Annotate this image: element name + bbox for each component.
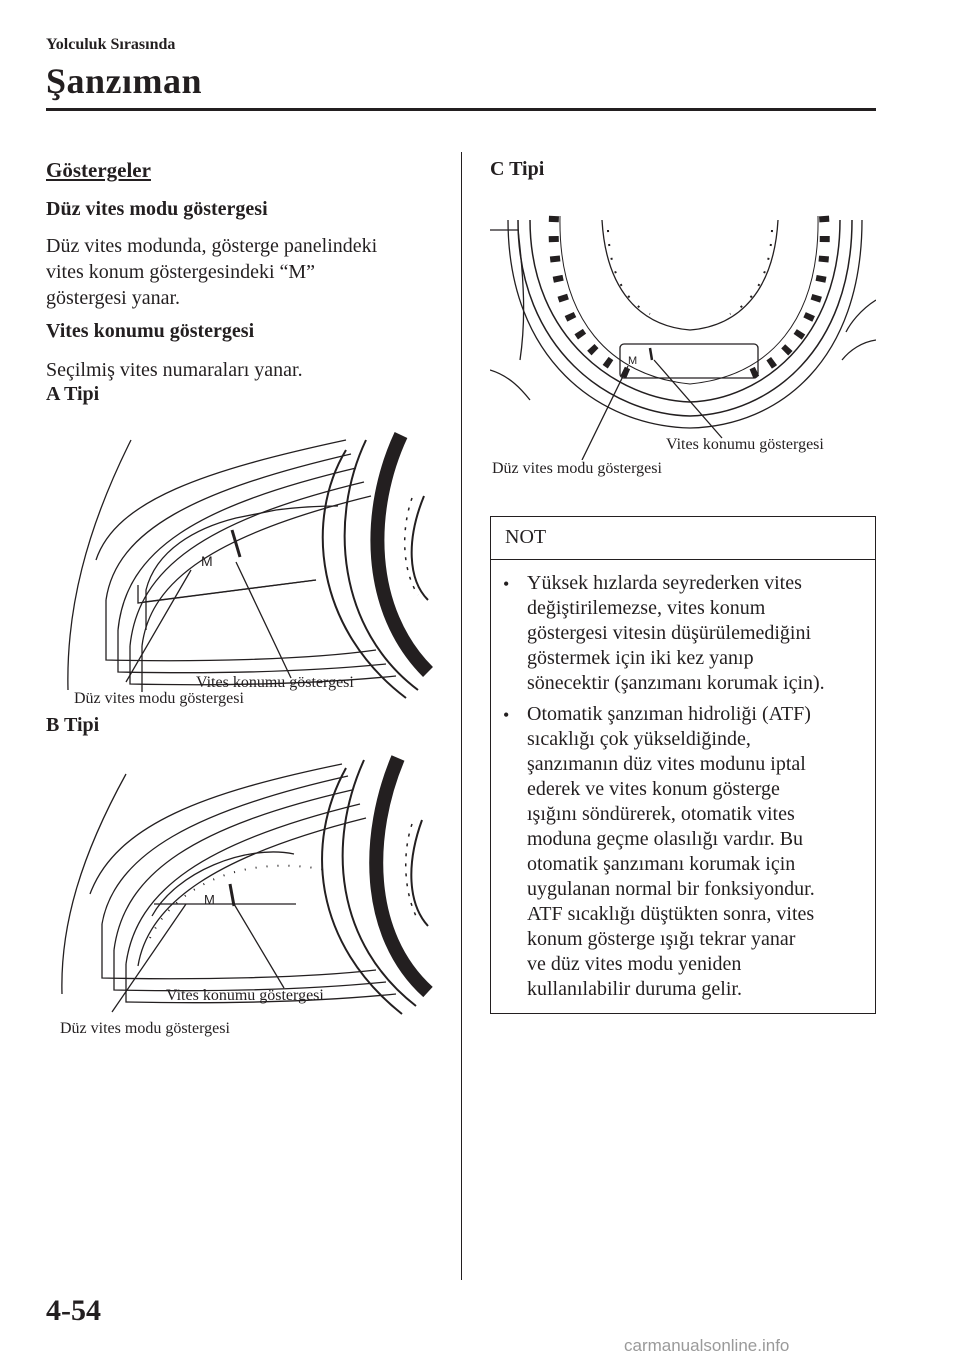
figure-b-m-indicator: M xyxy=(204,892,215,907)
watermark: carmanualsonline.info xyxy=(624,1336,790,1355)
figure-c-callout-gear: Vites konumu göstergesi xyxy=(666,436,824,453)
chapter-title: Şanzıman xyxy=(46,61,203,101)
note-header xyxy=(491,517,875,560)
note-bullet-1 xyxy=(527,571,825,696)
heading-indicators: Göstergeler xyxy=(46,158,151,182)
bullet-line: göstergesi vitesin düşürülemediğini xyxy=(527,622,812,644)
paragraph-line: göstergesi yanar. xyxy=(46,287,181,309)
paragraph-line: Düz vites modunda, gösterge panelindeki xyxy=(46,235,378,257)
paragraph-manual-mode xyxy=(46,233,377,311)
figure-a-label: A Tipi xyxy=(46,383,100,405)
figure-a-illustration xyxy=(46,410,446,710)
note-title: NOT xyxy=(505,526,547,548)
figure-b-callout-gear: Vites konumu göstergesi xyxy=(166,987,324,1004)
header-rule xyxy=(46,108,876,111)
note-bullet-2 xyxy=(527,702,815,1002)
figure-b-illustration xyxy=(46,744,446,1020)
bullet-line: ve düz vites modu yeniden xyxy=(527,953,742,975)
section-title: Yolculuk Sırasında xyxy=(46,36,176,53)
bullet-line: şanzımanın düz vites modunu iptal xyxy=(527,753,806,775)
bullet-line: kullanılabilir duruma gelir. xyxy=(527,978,742,1000)
bullet-line: Otomatik şanzıman hidroliği (ATF) xyxy=(527,703,811,725)
bullet-line: ATF sıcaklığı düştükten sonra, vites xyxy=(527,903,815,925)
bullet-line: değiştirilemezse, vites konum xyxy=(527,597,766,619)
figure-a-callout-manual: Düz vites modu göstergesi xyxy=(74,690,244,707)
figure-b-label: B Tipi xyxy=(46,714,100,736)
paragraph-gear-position: Seçilmiş vites numaraları yanar. xyxy=(46,359,303,381)
bullet-line: ederek ve vites konum gösterge xyxy=(527,778,780,800)
figure-a-callout-gear: Vites konumu göstergesi xyxy=(196,674,354,691)
figure-c-m-indicator: M xyxy=(628,355,638,367)
bullet-line: otomatik şanzımanı korumak için xyxy=(527,853,796,875)
subheading-manual-mode: Düz vites modu göstergesi xyxy=(46,198,268,220)
paragraph-line: vites konum göstergesindeki “M” xyxy=(46,261,316,283)
bullet-line: sönecektir (şanzımanı korumak için). xyxy=(527,672,825,694)
column-divider xyxy=(461,152,462,1280)
bullet-line: sıcaklığı çok yükseldiğinde, xyxy=(527,728,751,750)
note-box xyxy=(490,516,876,1014)
bullet-line: moduna geçme olasılığı vardır. Bu xyxy=(527,828,804,850)
figure-c-label: C Tipi xyxy=(490,158,545,180)
bullet-line: ışığını söndürerek, otomatik vites xyxy=(527,803,795,825)
figure-c-callout-manual: Düz vites modu göstergesi xyxy=(492,460,662,477)
figure-a-m-indicator: M xyxy=(201,553,213,569)
figure-b-callout-manual: Düz vites modu göstergesi xyxy=(60,1020,230,1037)
bullet-line: konum gösterge ışığı tekrar yanar xyxy=(527,928,796,950)
subheading-gear-position: Vites konumu göstergesi xyxy=(46,320,255,342)
bullet-line: uygulanan normal bir fonksiyondur. xyxy=(527,878,815,900)
bullet-icon: • xyxy=(503,574,510,594)
page-number: 4-54 xyxy=(46,1294,101,1327)
figure-c-illustration xyxy=(490,200,876,460)
bullet-line: göstermek için iki kez yanıp xyxy=(527,647,754,669)
bullet-line: Yüksek hızlarda seyrederken vites xyxy=(527,572,802,594)
bullet-icon: • xyxy=(503,705,510,725)
